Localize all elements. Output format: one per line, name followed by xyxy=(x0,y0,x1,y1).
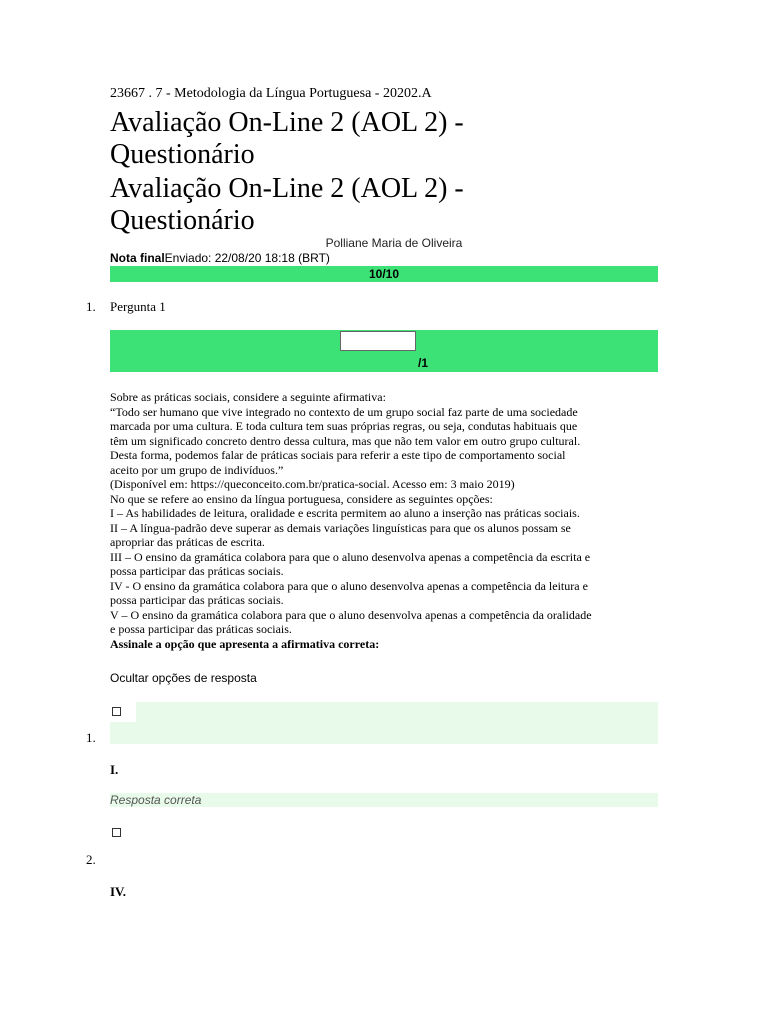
nota-row xyxy=(110,251,330,265)
question-line: No que se refere ao ensino da língua portuguesa, considere as seguintes opções: xyxy=(110,491,493,506)
correct-answer-feedback: Resposta correta xyxy=(110,793,658,807)
question-line: “Todo ser humano que vive integrado no contexto de um grupo social faz parte de uma sociedade xyxy=(110,404,578,419)
points-box xyxy=(110,330,658,372)
question-line: possa participar das práticas sociais. xyxy=(110,564,284,578)
question-label: Pergunta 1 xyxy=(110,299,166,314)
answer-option-2-text: IV. xyxy=(110,884,127,899)
question-text xyxy=(110,390,660,651)
question-line: têm um significado concreto dentro dessa cultura, mas que não tem valor em outro grupo cultural. xyxy=(110,433,581,448)
hide-options-link[interactable]: Ocultar opções de resposta xyxy=(110,671,257,685)
question-line: Desta forma, podemos falar de práticas sociais para referir a este tipo de comportamento social xyxy=(110,448,566,462)
page-title-line-3: Avaliação On-Line 2 (AOL 2) - xyxy=(110,173,464,204)
question-line: Sobre as práticas sociais, considere a seguinte afirmativa: xyxy=(110,390,386,404)
answer-option-1-number: 1. xyxy=(86,730,96,745)
answer-option-1-row xyxy=(110,702,658,744)
question-line: V – O ensino da gramática colabora para que o aluno desenvolva apenas a competência da oralidade xyxy=(110,607,592,622)
question-line: marcada por uma cultura. E toda cultura tem suas próprias regras, ou seja, condutas habituais que xyxy=(110,419,578,433)
sent-date: Enviado: 22/08/20 18:18 (BRT) xyxy=(164,251,330,265)
question-line: I – As habilidades de leitura, oralidade e escrita permitem ao aluno a inserção nas práticas sociais. xyxy=(110,506,580,520)
question-line: aceito por um grupo de indivíduos.” xyxy=(110,462,284,477)
question-line: (Disponível em: https://queconceito.com.br/pratica-social. Acesso em: 3 maio 2019) xyxy=(110,477,515,491)
question-line: apropriar das práticas de escrita. xyxy=(110,535,265,549)
answer-option-1-checkbox[interactable] xyxy=(112,707,121,716)
question-line: possa participar das práticas sociais. xyxy=(110,593,284,607)
page-title-line-1: Avaliação On-Line 2 (AOL 2) - xyxy=(110,107,464,138)
question-line: e possa participar das práticas sociais. xyxy=(110,622,292,636)
points-total: /1 xyxy=(418,356,429,370)
nota-final-label: Nota final xyxy=(110,251,165,265)
question-line: IV - O ensino da gramática colabora para que o aluno desenvolva apenas a competência da leitura e xyxy=(110,578,588,593)
question-line: III – O ensino da gramática colabora para que o aluno desenvolva apenas a competência da escrita e xyxy=(110,549,591,564)
question-instruction: Assinale a opção que apresenta a afirmativa correta: xyxy=(110,636,380,651)
answer-option-1-text: I. xyxy=(110,762,119,777)
question-number: 1. xyxy=(86,299,96,314)
student-name: Polliane Maria de Oliveira xyxy=(325,236,463,250)
points-input[interactable] xyxy=(340,331,416,351)
question-line: II – A língua-padrão deve superar as demais variações linguísticas para que os alunos possam se xyxy=(110,520,571,535)
final-score: 10/10 xyxy=(110,266,658,282)
course-name: 23667 . 7 - Metodologia da Língua Portuguesa - 20202.A xyxy=(110,86,432,101)
answer-option-2-checkbox[interactable] xyxy=(112,828,121,837)
page-title-line-4: Questionário xyxy=(110,205,255,236)
answer-option-2-number: 2. xyxy=(86,852,96,867)
page-title-line-2: Questionário xyxy=(110,139,255,170)
